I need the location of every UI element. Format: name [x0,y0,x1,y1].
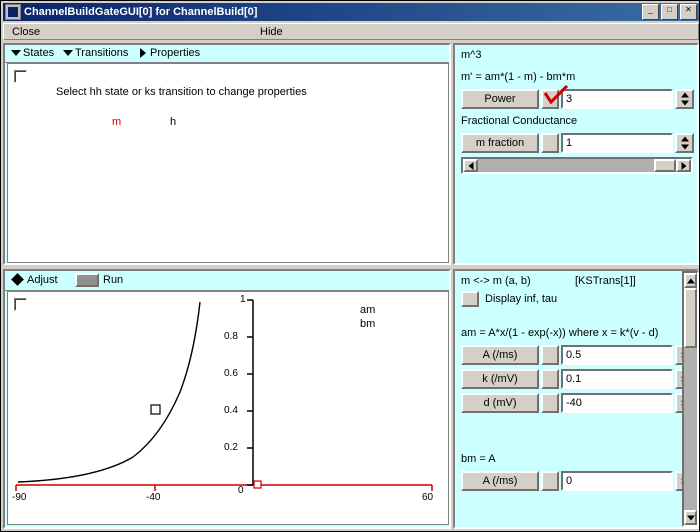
chevron-right-icon-properties[interactable] [140,48,146,58]
scroll-right-arrow[interactable] [676,159,691,172]
state-label-m[interactable]: m [112,116,122,128]
states-panel [3,43,451,265]
chevron-down-icon-transitions[interactable] [63,50,73,56]
plot-toolbar [5,271,449,291]
window-controls [642,4,697,20]
alpha-A-button[interactable]: A (/ms) [461,345,539,365]
properties-equation: m' = am*(1 - m) - bm*m [461,71,576,83]
transition-vscrollbar[interactable] [682,271,699,527]
alpha-k-button[interactable]: k (/mV) [461,369,539,389]
vscroll-thumb[interactable] [684,288,697,348]
power-spinner[interactable] [675,89,694,109]
scroll-left-arrow[interactable] [463,159,478,172]
title-bar [3,3,699,21]
power-spinner-down[interactable] [677,99,692,107]
chevron-down-icon-states[interactable] [11,50,21,56]
minimize-button[interactable] [642,4,659,20]
alpha-k-toggle[interactable] [541,369,559,389]
maximize-button[interactable] [661,4,678,20]
xtick-label-min: -90 [12,492,27,503]
beta-A-input[interactable]: 0 [561,471,673,491]
power-value-input[interactable]: 3 [561,89,673,109]
hscroll-thumb[interactable] [654,159,676,172]
menu-hide[interactable]: Hide [260,26,283,38]
ytick-label-04: 0.4 [224,405,238,416]
m-fraction-value-input[interactable]: 1 [561,133,673,153]
transition-subheader: [KSTrans[1]] [575,275,636,287]
tab-states[interactable]: States [23,47,55,59]
ytick-label-1: 1 [240,294,246,305]
alpha-d-toggle[interactable] [541,393,559,413]
m-fraction-toggle-button[interactable] [541,133,559,153]
display-inf-tau-label: Display inf, tau [485,293,558,305]
alpha-d-button[interactable]: d (mV) [461,393,539,413]
tab-transitions[interactable]: Transitions [75,47,129,59]
beta-A-toggle[interactable] [541,471,559,491]
states-tab-row [5,45,449,63]
scroll-down-arrow[interactable] [684,510,697,525]
m-fraction-button[interactable]: m fraction [461,133,539,153]
properties-panel [453,43,699,265]
window-title: ChannelBuildGateGUI[0] for ChannelBuild[0] [24,6,258,18]
alpha-A-toggle[interactable] [541,345,559,365]
beta-A-button[interactable]: A (/ms) [461,471,539,491]
minimize-icon: _ [648,5,653,14]
ytick-label-08: 0.8 [224,331,238,342]
states-instruction: Select hh state or ks transition to change properties [56,86,307,98]
m-fraction-spinner-up[interactable] [677,135,692,143]
scroll-up-arrow[interactable] [684,273,697,288]
alpha-A-input[interactable]: 0.5 [561,345,673,365]
legend-item-bm: bm [360,318,376,330]
alpha-equation: am = A*x/(1 - exp(-x)) where x = k*(v - d) [461,327,659,339]
plot-panel [3,269,451,529]
adjust-icon[interactable] [11,273,24,286]
m-fraction-spinner-down[interactable] [677,143,692,151]
vscroll-track[interactable] [684,348,697,510]
alpha-k-input[interactable]: 0.1 [561,369,673,389]
transition-header: m <-> m (a, b) [461,275,531,287]
transition-panel [453,269,699,529]
ytick-label-06: 0.6 [224,368,238,379]
ytick-label-02: 0.2 [224,442,238,453]
power-button[interactable]: Power [461,89,539,109]
close-icon: ✕ [685,5,692,14]
m-fraction-spinner[interactable] [675,133,694,153]
checkmark-icon [543,85,571,107]
tab-properties[interactable]: Properties [150,47,201,59]
maximize-icon: □ [667,5,672,14]
alpha-d-input[interactable]: -40 [561,393,673,413]
states-checkbox[interactable] [14,70,27,83]
close-button[interactable] [680,4,697,20]
run-label[interactable]: Run [103,274,124,286]
legend-item-am: am [360,304,376,316]
xtick-label-max: 60 [422,492,434,503]
power-spinner-up[interactable] [677,91,692,99]
run-icon[interactable] [75,273,99,287]
beta-equation: bm = A [461,453,496,465]
window-icon [5,4,21,20]
xtick-label-mid: -40 [146,492,161,503]
state-label-h[interactable]: h [170,116,177,128]
ytick-label-0: 0 [238,485,244,496]
plot-canvas[interactable] [7,291,449,525]
adjust-label[interactable]: Adjust [27,274,58,286]
properties-header: m^3 [461,49,482,61]
properties-hscrollbar[interactable] [461,157,693,174]
menu-close[interactable]: Close [12,26,41,38]
fractional-conductance-label: Fractional Conductance [461,115,578,127]
menu-bar [3,23,699,40]
states-canvas [7,63,449,263]
hscroll-track[interactable] [478,159,654,172]
display-toggle-button[interactable] [461,291,479,307]
